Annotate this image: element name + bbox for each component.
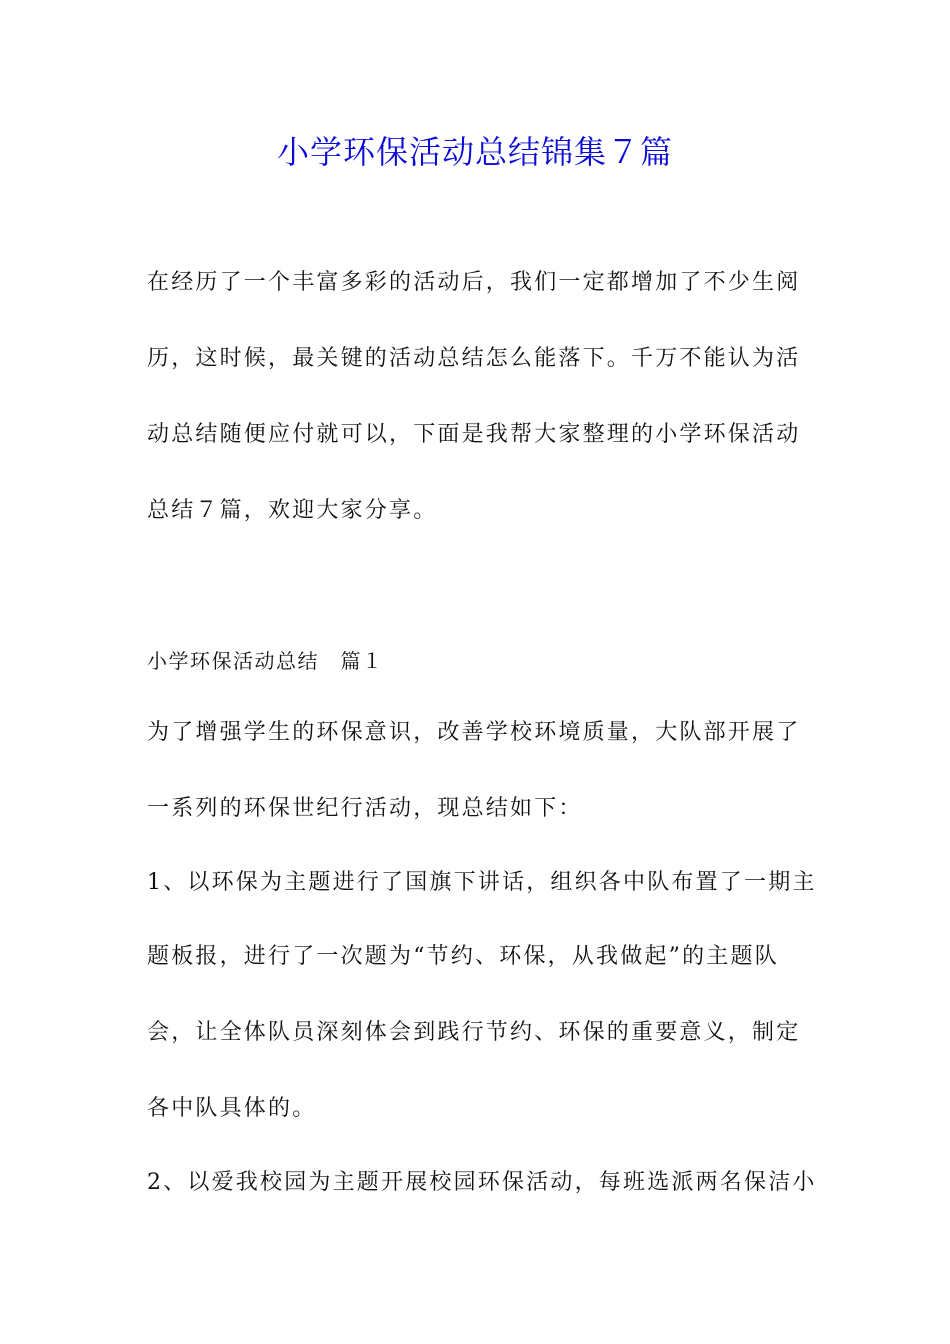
para1-line-1: 为了增强学生的环保意识，改善学校环境质量，大队部开展了 [147,720,801,745]
item2-line-1: 2、以爱我校园为主题开展校园环保活动，每班选派两名保洁小 [147,1170,817,1195]
intro-line-2: 历，这时候，最关键的活动总结怎么能落下。千万不能认为活 [147,346,801,371]
item1-line-3: 会，让全体队员深刻体会到践行节约、环保的重要意义，制定 [147,1020,801,1045]
intro-line-1: 在经历了一个丰富多彩的活动后，我们一定都增加了不少生阅 [147,270,801,295]
document-title: 小学环保活动总结锦集７篇 [276,133,673,171]
para1-line-2: 一系列的环保世纪行活动，现总结如下： [147,796,583,821]
intro-line-3: 动总结随便应付就可以，下面是我帮大家整理的小学环保活动 [147,422,801,447]
intro-line-4: 总结７篇，欢迎大家分享。 [147,498,438,523]
item1-line-2: 题板报，进行了一次题为“节约、环保，从我做起”的主题队 [147,944,779,969]
item1-line-1: 1、以环保为主题进行了国旗下讲话，组织各中队布置了一期主 [147,870,817,895]
item1-line-4: 各中队具体的。 [147,1096,317,1121]
section-heading: 小学环保活动总结 篇１ [147,649,384,673]
